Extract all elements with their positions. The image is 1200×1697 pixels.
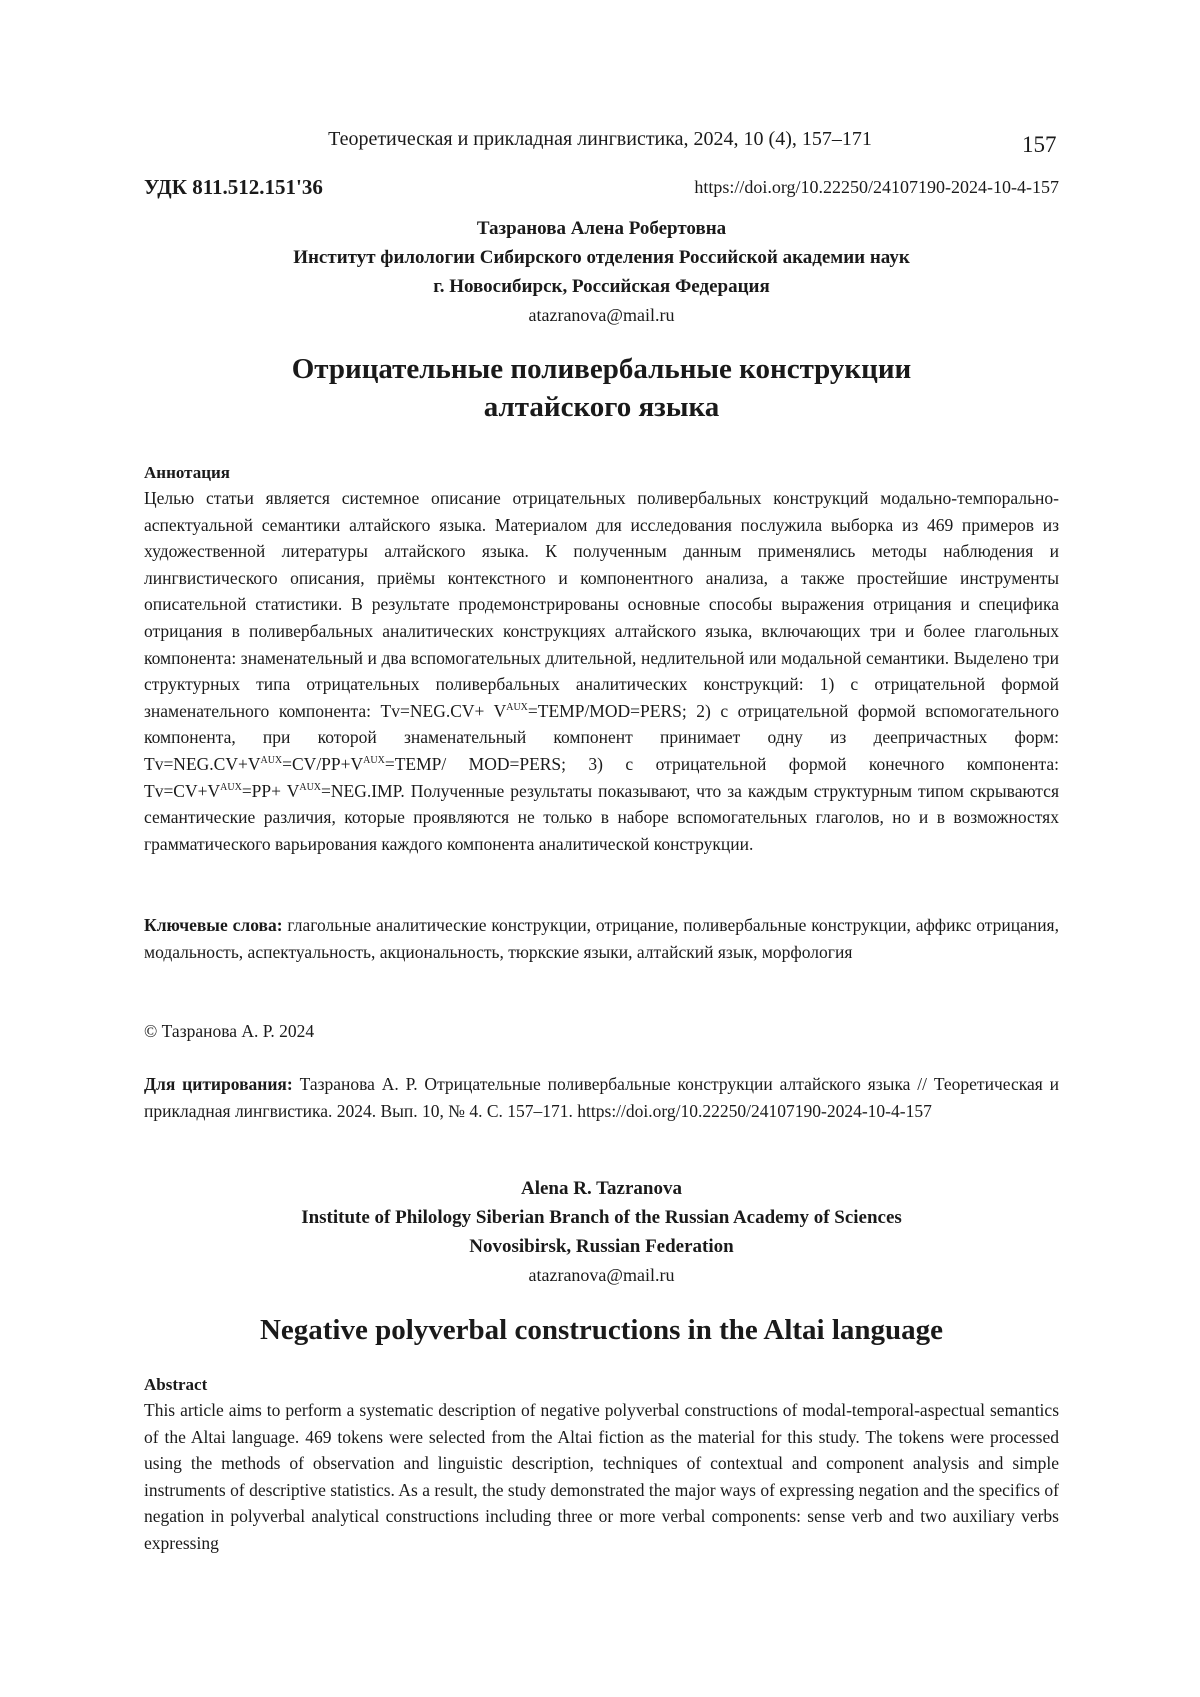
ru-author-block (144, 214, 1059, 330)
ru-title-line1: Отрицательные поливербальные конструкции (291, 353, 912, 385)
en-author-block (144, 1174, 1059, 1290)
ru-title (144, 350, 1059, 426)
citation (144, 1071, 1059, 1124)
journal-header: Теоретическая и прикладная лингвистика, 2024, 10 (4), 157–171 (328, 128, 872, 150)
copyright: © Тазранова А. Р. 2024 (144, 1021, 315, 1041)
udk-code: УДК 811.512.151'36 (144, 175, 323, 199)
ru-location: г. Новосибирск, Российская Федерация (433, 276, 770, 297)
en-author-name: Alena R. Tazranova (521, 1178, 682, 1199)
en-email[interactable]: atazranova@mail.ru (528, 1265, 675, 1285)
ru-abstract-heading: Аннотация (144, 463, 230, 482)
citation-label: Для цитирования: (144, 1074, 293, 1094)
en-location: Novosibirsk, Russian Federation (469, 1236, 734, 1257)
ru-abstract (144, 463, 1059, 857)
citation-text: Тазранова А. Р. Отрицательные поливербальные конструкции алтайского языка // Теоретическая и прикладная лингвистика. 2024. Вып. 10, № 4. С. 157–171. https://doi.org/10.22250/24107190-2024-10-4-157 (144, 1074, 1059, 1121)
ru-email[interactable]: atazranova@mail.ru (528, 305, 675, 325)
en-title: Negative polyverbal constructions in the Altai language (259, 1314, 944, 1346)
en-abstract (144, 1375, 1059, 1557)
doi-link[interactable]: https://doi.org/10.22250/24107190-2024-10-4-157 (694, 177, 1059, 197)
page-number: 157 (1022, 132, 1057, 157)
ru-abstract-text: Целью статьи является системное описание отрицательных поливербальных конструкций модально-темпорально-аспектуальной семантики алтайского языка. Материалом для исследования послужила выборка из 469 примеров из художественной литературы алтайского языка. К полученным данным применялись методы наблюдения и лингвистического описания, приёмы контекстного и компонентного анализа, а также простейшие инструменты описательной статистики. В результате продемонстрированы основные способы выражения отрицания и специфика отрицания в поливербальных аналитических конструкциях алтайского языка, включающих три и более глагольных компонента: знаменательный и два вспомогательных длительной, недлительной или модальной семантики. Выделено три структурных типа отрицательных поливербальных аналитических конструкций: 1) с отрицательной формой знаменательного компонента: $Tv=NEG.CV+ V^{AUX}=TEMP/MOD=PERS$; 2) с отрицательной формой вспомогательного компонента, при которой знаменательный компонент принимает одну из деепричастных форм: $Tv=NEG.CV+V^{AUX}=CV/PP+V^{AUX}=TEMP/$ MOD=PERS; 3) с отрицательной формой конечного компонента: $Tv=CV+V^{AUX}=PP+ V^{AUX}=NEG.IMP$. Полученные результаты показывают, что за каждым структурным типом скрываются семантические различия, которые проявляются не только в наборе вспомогательных глаголов, но и в возможностях грамматического варьирования каждого компонента аналитической конструкции. (144, 488, 1059, 854)
en-abstract-heading: Abstract (144, 1375, 208, 1394)
ru-keywords-label: Ключевые слова: (144, 915, 283, 935)
ru-affiliation: Институт филологии Сибирского отделения Российской академии наук (293, 247, 910, 268)
en-affiliation: Institute of Philology Siberian Branch of the Russian Academy of Sciences (301, 1207, 902, 1228)
ru-title-line2: алтайского языка (483, 391, 720, 423)
ru-keywords (144, 912, 1059, 965)
ru-keywords-text: глагольные аналитические конструкции, отрицание, поливербальные конструкции, аффикс отрицания, модальность, аспектуальность, акциональность, тюркские языки, алтайский язык, морфология (144, 915, 1059, 962)
ru-author-name: Тазранова Алена Робертовна (476, 218, 727, 239)
en-abstract-text: This article aims to perform a systematic description of negative polyverbal constructions of modal-temporal-aspectual semantics of the Altai language. 469 tokens were selected from the Altai fiction as the material for this study. The tokens were processed using the methods of observation and linguistic description, techniques of contextual and component analysis and simple instruments of descriptive statistics. As a result, the study demonstrated the major ways of expressing negation and the specifics of negation in polyverbal analytical constructions including three or more verbal components: sense verb and two auxiliary verbs expressing (144, 1400, 1059, 1553)
